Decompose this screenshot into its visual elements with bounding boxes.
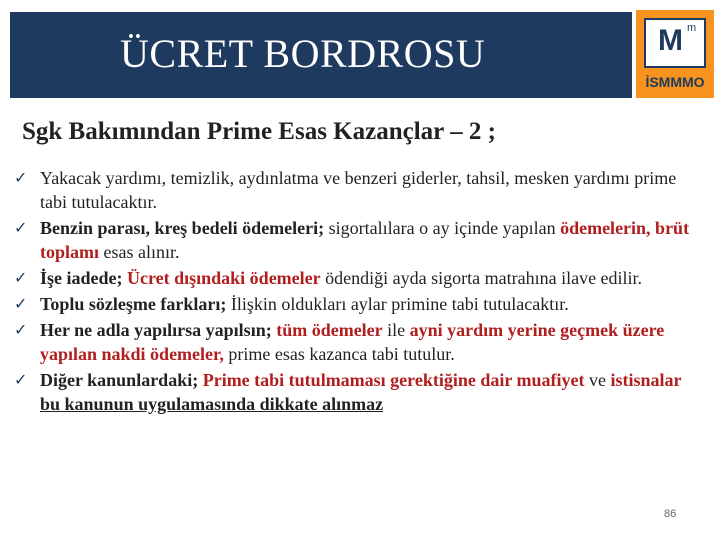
list-item (14, 292, 704, 316)
check-icon: ✓ (14, 268, 28, 287)
item-text: ile (382, 320, 410, 340)
page-number: 86 (664, 508, 677, 520)
item-text: İlişkin oldukları aylar primine tabi tutulacaktır. (226, 294, 569, 314)
check-icon: ✓ (14, 294, 28, 313)
item-lead: Her ne adla yapılırsa yapılsın; (40, 320, 272, 340)
bullet-list (14, 166, 704, 418)
item-text: sigortalılara o ay içinde yapılan (324, 218, 561, 238)
item-underlined: bu kanunun uygulamasında dikkate alınmaz (40, 394, 384, 414)
check-icon: ✓ (14, 320, 28, 339)
check-icon: ✓ (14, 218, 28, 237)
logo-name: İSMMMO (645, 74, 705, 90)
logo-superscript: m (687, 22, 697, 34)
logo-mark: M (658, 24, 683, 57)
list-item (14, 368, 704, 416)
list-item (14, 318, 704, 366)
item-emphasis: ayni yardım yerine geçmek üzere yapılan nakdi ödemeler, (40, 320, 665, 364)
page-title: ÜCRET BORDROSU (120, 31, 486, 76)
ismmmo-logo (636, 10, 714, 98)
item-text: esas alınır. (99, 242, 180, 262)
item-emphasis: istisnalar (610, 370, 682, 390)
item-emphasis: Ücret dışındaki ödemeler (127, 268, 321, 288)
list-item (14, 216, 704, 264)
list-item (14, 266, 704, 290)
item-lead: Toplu sözleşme farkları; (40, 294, 227, 314)
title-bar (10, 12, 632, 98)
item-text: ve (584, 370, 611, 390)
item-text: Yakacak yardımı, temizlik, aydınlatma ve benzeri giderler, tahsil, mesken yardımı prime tabi tutulacaktır. (40, 168, 677, 212)
section-subtitle: Sgk Bakımından Prime Esas Kazançlar – 2 ; (22, 118, 496, 145)
list-item (14, 166, 704, 214)
logo-emblem (644, 18, 706, 68)
check-icon: ✓ (14, 168, 28, 187)
item-lead: Diğer kanunlardaki; (40, 370, 199, 390)
check-icon: ✓ (14, 370, 28, 389)
item-emphasis: tüm ödemeler (276, 320, 383, 340)
item-lead: İşe iadede; (40, 268, 123, 288)
item-text: ödendiği ayda sigorta matrahına ilave edilir. (320, 268, 643, 288)
item-lead: Benzin parası, kreş bedeli ödemeleri; (40, 218, 325, 238)
item-emphasis: Prime tabi tutulmaması gerektiğine dair muafiyet (202, 370, 585, 390)
item-text: prime esas kazanca tabi tutulur. (223, 344, 455, 364)
item-emphasis: ödemelerin, brüt toplamı (40, 218, 690, 262)
